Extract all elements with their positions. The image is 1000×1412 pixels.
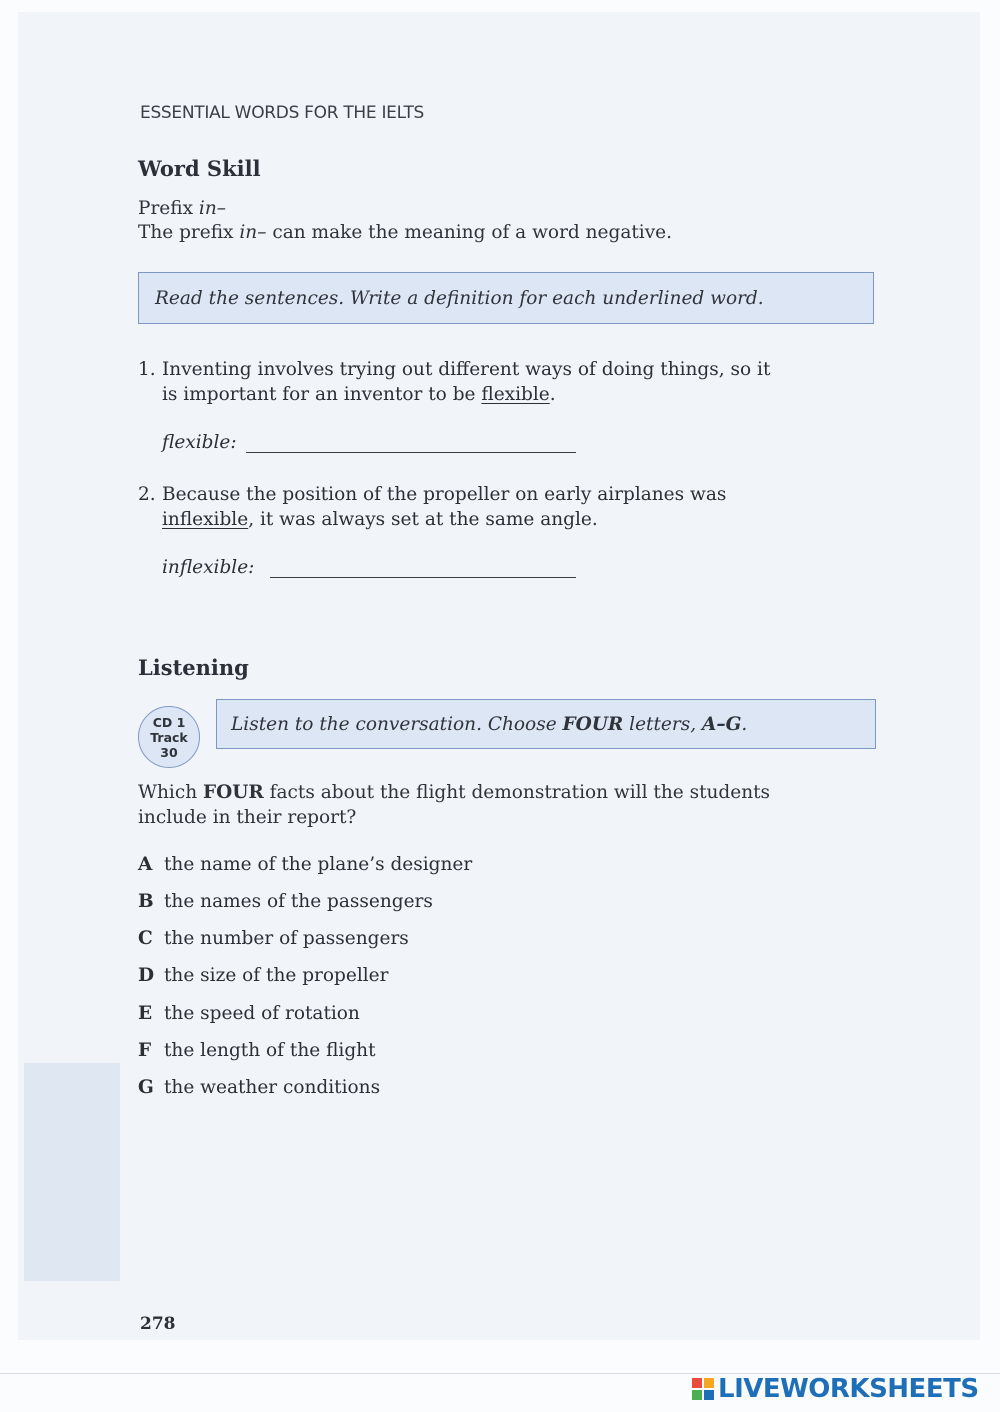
- prefix-note: [138, 220, 672, 245]
- listening-question-post: facts about the flight demonstration will the students: [263, 782, 771, 803]
- option-c-letter: C: [138, 928, 153, 949]
- liveworksheets-logo-icon: [692, 1378, 714, 1400]
- listening-instruction-post: .: [741, 713, 748, 735]
- underlined-word-inflexible: inflexible: [162, 509, 249, 530]
- option-b[interactable]: [138, 891, 433, 912]
- listening-question-line2: include in their report?: [138, 807, 357, 828]
- prefix-note-pre: The prefix: [138, 222, 240, 243]
- question-1-line2-post: .: [549, 384, 556, 405]
- word-skill-instruction: Read the sentences. Write a definition for each underlined word.: [155, 287, 764, 309]
- word-skill-title: Word Skill: [138, 156, 261, 181]
- option-g-text: the weather conditions: [164, 1077, 381, 1098]
- question-1: [138, 357, 858, 407]
- prefix-value: in–: [198, 198, 226, 219]
- option-b-text: the names of the passengers: [164, 891, 433, 912]
- option-f-text: the length of the flight: [164, 1040, 376, 1061]
- option-e[interactable]: [138, 1003, 360, 1024]
- cd-track-badge: [138, 706, 200, 768]
- option-a[interactable]: [138, 854, 472, 875]
- question-2-line1: Because the position of the propeller on early airplanes was: [162, 484, 727, 505]
- option-d-letter: D: [138, 965, 155, 986]
- listening-instruction-bold: FOUR: [562, 713, 624, 735]
- answer-field-flexible[interactable]: [246, 452, 576, 453]
- listening-instruction: [231, 714, 747, 735]
- prefix-note-post: can make the meaning of a word negative.: [266, 222, 672, 243]
- liveworksheets-logo: [692, 1374, 979, 1404]
- side-tab: [24, 1063, 120, 1281]
- answer-label-flexible: flexible:: [162, 432, 237, 453]
- question-1-line2-pre: is important for an inventor to be: [162, 384, 482, 405]
- listening-instruction-pre: Listen to the conversation. Choose: [231, 713, 563, 735]
- liveworksheets-logo-text: LIVEWORKSHEETS: [718, 1374, 979, 1404]
- question-2: [138, 482, 858, 532]
- underlined-word-flexible: flexible: [481, 384, 550, 405]
- listening-instruction-mid: letters,: [623, 713, 702, 735]
- answer-field-inflexible[interactable]: [270, 577, 576, 578]
- track-label: Track: [150, 730, 188, 745]
- word-skill-instruction-box: [138, 272, 874, 324]
- prefix-note-prefix: in–: [239, 222, 267, 243]
- option-b-letter: B: [138, 891, 154, 912]
- option-g[interactable]: [138, 1077, 380, 1098]
- option-a-letter: A: [138, 854, 153, 875]
- option-f-letter: F: [138, 1040, 152, 1061]
- listening-question-bold: FOUR: [203, 782, 264, 803]
- option-d[interactable]: [138, 965, 388, 986]
- question-1-line2: [138, 382, 858, 407]
- question-1-line1: Inventing involves trying out different ways of doing things, so it: [162, 359, 771, 380]
- listening-instruction-letters: A–G: [701, 713, 742, 735]
- answer-label-inflexible: inflexible:: [162, 557, 255, 578]
- prefix-label-text: Prefix: [138, 198, 199, 219]
- cd-label: CD 1: [152, 715, 186, 730]
- question-2-line2: [138, 507, 858, 532]
- listening-title: Listening: [138, 655, 249, 680]
- option-f[interactable]: [138, 1040, 376, 1061]
- option-c[interactable]: [138, 928, 409, 949]
- option-g-letter: G: [138, 1077, 154, 1098]
- prefix-label: [138, 196, 226, 221]
- option-c-text: the number of passengers: [164, 928, 409, 949]
- question-1-number: 1.: [138, 359, 156, 380]
- option-e-text: the speed of rotation: [164, 1003, 360, 1024]
- listening-question-pre: Which: [138, 782, 204, 803]
- question-2-line2-post: , it was always set at the same angle.: [248, 509, 598, 530]
- question-2-number: 2.: [138, 484, 156, 505]
- running-head: ESSENTIAL WORDS FOR THE IELTS: [140, 103, 425, 123]
- option-d-text: the size of the propeller: [164, 965, 389, 986]
- page-number: 278: [140, 1314, 176, 1334]
- track-number: 30: [160, 745, 178, 760]
- option-e-letter: E: [138, 1003, 153, 1024]
- option-a-text: the name of the plane’s designer: [164, 854, 473, 875]
- listening-question-line1: [138, 780, 770, 805]
- listening-instruction-box: [216, 699, 876, 749]
